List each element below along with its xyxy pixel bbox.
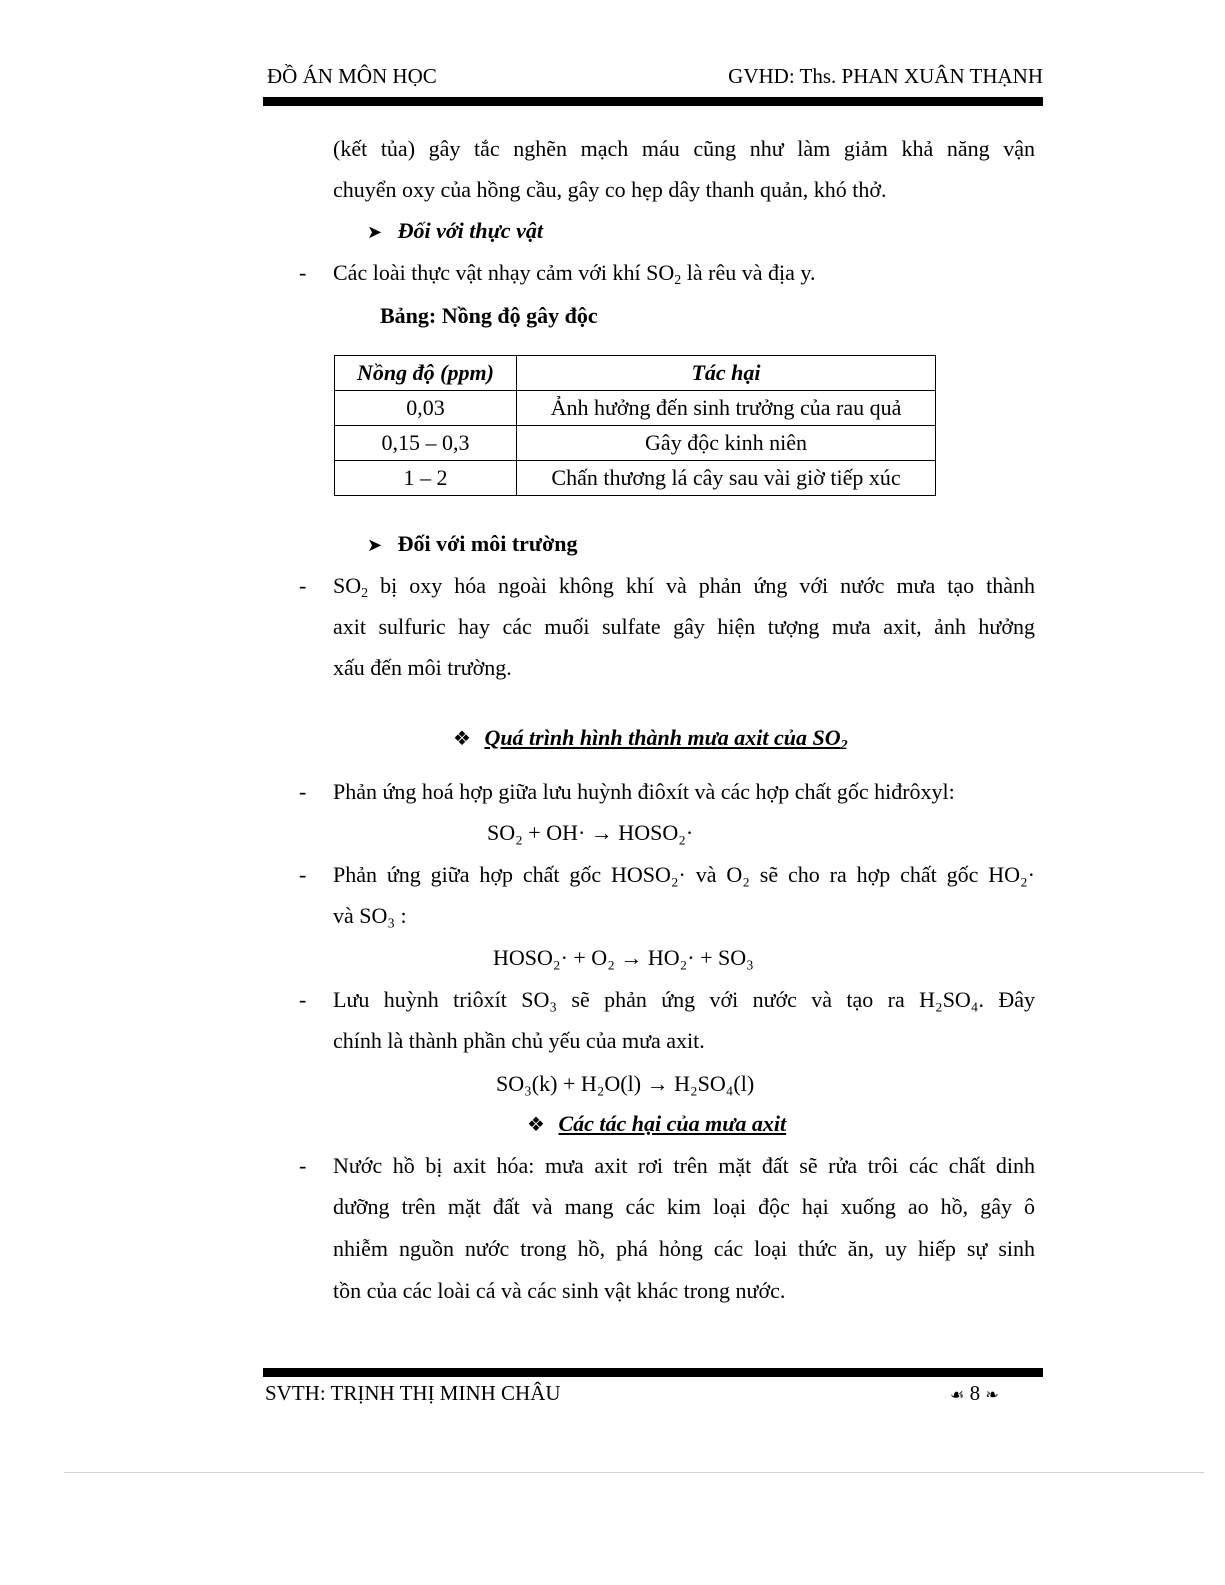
paragraph-line: axit sulfuric hay các muối sulfate gây hiện tượng mưa axit, ảnh hưởng <box>333 614 1035 639</box>
table-header-cell: Tác hại <box>517 356 936 391</box>
table-header-cell: Nồng độ (ppm) <box>335 356 517 391</box>
paragraph-line: chuyển oxy của hồng cầu, gây co hẹp dây thanh quản, khó thở. <box>333 177 887 202</box>
dash-bullet: - <box>299 987 307 1012</box>
paragraph-line: Các loài thực vật nhạy cảm với khí $SO_2$ là rêu và địa y. <box>333 260 816 288</box>
paragraph-line: xấu đến môi trường. <box>333 655 512 680</box>
page-number: ☙ 8 ❧ <box>950 1381 999 1405</box>
table-cell: Ảnh hưởng đến sinh trưởng của rau quả <box>517 391 936 426</box>
paragraph-line: $SO_2$ bị oxy hóa ngoài không khí và phản ứng với nước mưa tạo thành <box>333 573 1035 601</box>
diamond-bullet-icon: ❖ <box>527 1114 545 1136</box>
paragraph-line: Phản ứng giữa hợp chất gốc HOSO₂· và O₂ sẽ cho ra hợp chất gốc HO₂· <box>333 862 1035 887</box>
page-edge-line <box>64 1472 1204 1473</box>
table-caption: Bảng: Nồng độ gây độc <box>380 303 598 328</box>
dash-bullet: - <box>299 1153 307 1178</box>
arrow-bullet-icon: ➤ <box>367 222 383 242</box>
dash-bullet: - <box>299 260 307 285</box>
paragraph-line: và SO₃ : <box>333 903 407 928</box>
table-header-row <box>335 356 936 391</box>
paragraph-line: tồn của các loài cá và các sinh vật khác trong nước. <box>333 1278 786 1303</box>
section-heading-harms: ❖ Các tác hại của mưa axit <box>527 1111 787 1136</box>
equation: SO₃(k) + H₂O(l) → H₂SO₄(l) <box>496 1071 755 1096</box>
ornament-left-icon: ☙ <box>950 1387 965 1404</box>
equation: SO₂ + OH· → HOSO₂· <box>487 820 694 845</box>
equation: HOSO₂· + O₂ → HO₂· + SO₃ <box>493 945 754 970</box>
paragraph-line: (kết tủa) gây tắc nghẽn mạch máu cũng như làm giảm khả năng vận <box>333 136 1035 161</box>
ornament-right-icon: ❧ <box>985 1387 999 1404</box>
table-row <box>335 426 936 461</box>
paragraph-line: Phản ứng hoá hợp giữa lưu huỳnh điôxít và các hợp chất gốc hiđrôxyl: <box>333 779 955 804</box>
paragraph-line: nhiễm nguồn nước trong hồ, phá hỏng các loại thức ăn, uy hiếp sự sinh <box>333 1236 1035 1261</box>
footer-left: SVTH: TRỊNH THỊ MINH CHÂU <box>265 1381 561 1405</box>
table-row <box>335 461 936 496</box>
dash-bullet: - <box>299 573 307 598</box>
dash-bullet: - <box>299 779 307 804</box>
paragraph-line: Lưu huỳnh triôxít SO₃ sẽ phản ứng với nước và tạo ra H₂SO₄. Đây <box>333 987 1035 1012</box>
footer-rule <box>263 1368 1043 1377</box>
table-cell: Gây độc kinh niên <box>517 426 936 461</box>
table-cell: Chấn thương lá cây sau vài giờ tiếp xúc <box>517 461 936 496</box>
toxicity-table <box>334 355 936 496</box>
diamond-bullet-icon: ❖ <box>453 728 471 750</box>
table-cell: 1 – 2 <box>335 461 517 496</box>
section-heading-acid-rain: ❖ Quá trình hình thành mưa axit của $SO_2$ <box>453 725 848 753</box>
paragraph-line: Nước hồ bị axit hóa: mưa axit rơi trên mặt đất sẽ rửa trôi các chất dinh <box>333 1153 1035 1178</box>
header-right: GVHD: Ths. PHAN XUÂN THẠNH <box>728 64 1043 88</box>
header-rule <box>263 97 1043 106</box>
paragraph-line: chính là thành phần chủ yếu của mưa axit. <box>333 1028 705 1053</box>
subheading-plants: ➤ Đối với thực vật <box>367 218 543 243</box>
subheading-environment: ➤ Đối với môi trường <box>367 531 578 556</box>
table-row <box>335 391 936 426</box>
dash-bullet: - <box>299 862 307 887</box>
paragraph-line: dưỡng trên mặt đất và mang các kim loại độc hại xuống ao hồ, gây ô <box>333 1194 1035 1219</box>
table-cell: 0,03 <box>335 391 517 426</box>
header-left: ĐỒ ÁN MÔN HỌC <box>267 64 437 88</box>
arrow-bullet-icon: ➤ <box>367 535 383 555</box>
table-cell: 0,15 – 0,3 <box>335 426 517 461</box>
